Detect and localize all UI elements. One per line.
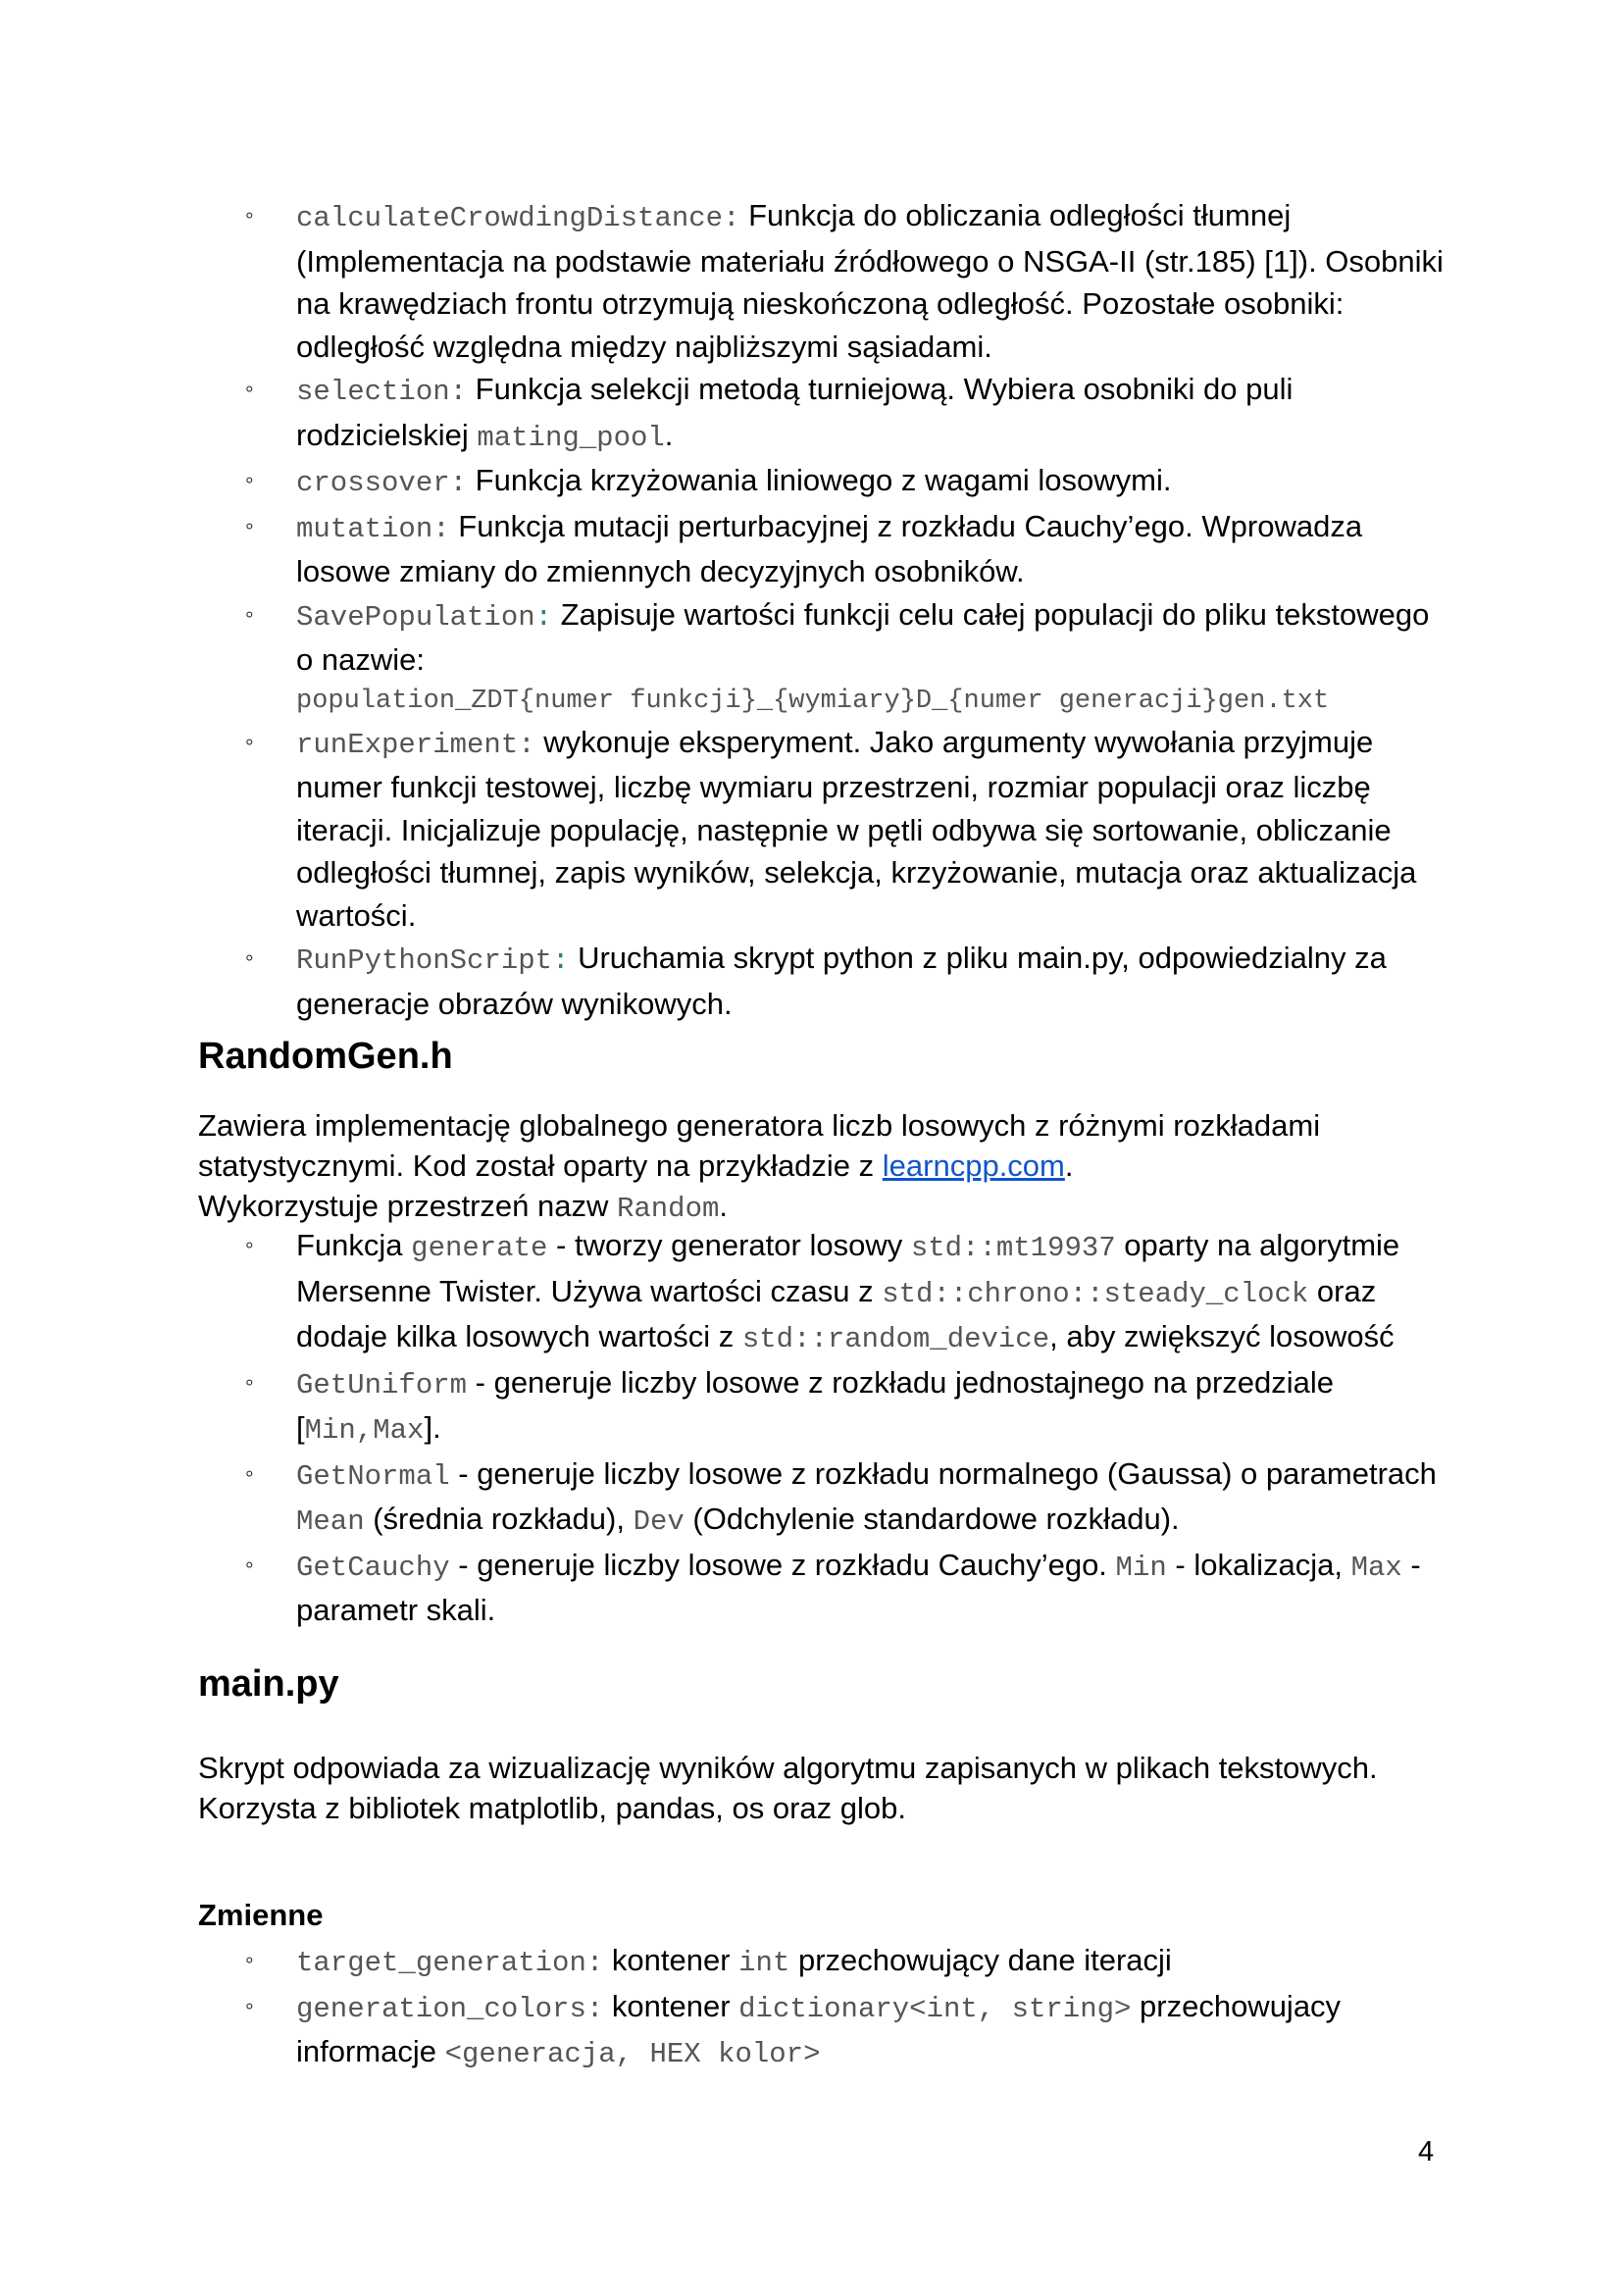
code-crossover: crossover [296,467,450,499]
list-item: ◦ generation_colors: kontener dictionary<int, string> przechowujacy informacje <generacja, HEX kolor> [296,1985,1444,2076]
list-item: ◦ SavePopulation: Zapisuje wartości funkcji celu całej populacji do pliku tekstowego o nazwie: population_ZDT{numer funkcji}_{wymiary}D_{numer generacji}gen.txt [296,593,1444,721]
code-dictionary-type: dictionary<int, string> [738,1992,1132,2025]
list-item: ◦ calculateCrowdingDistance: Funkcja do obliczania odległości tłumnej (Implementacja na podstawie materiału źródłowego o NSGA-II (str.185) [1]). Osobniki na krawędziach frontu otrzymują nieskończoną odległość. Pozostałe osobniki: odległość względna między najbliższymi sąsiadami. [296,194,1444,368]
mainpy-description: Skrypt odpowiada za wizualizację wyników algorytmu zapisanych w plikach tekstowych. Korzysta z bibliotek matplotlib, pandas, os oraz glob. [198,1751,1378,1825]
code-max: Max [1350,1551,1402,1584]
learncpp-link[interactable]: learncpp.com [882,1148,1065,1183]
code-selection: selection [296,376,450,408]
list-item: ◦ target_generation: kontener int przechowujący dane iteracji [296,1939,1444,1985]
code-target-generation: target_generation: [296,1947,604,1979]
heading-main-py: main.py [198,1663,339,1705]
page-number: 4 [1418,2136,1435,2167]
population-filename: population_ZDT{numer funkcji}_{wymiary}D_{numer generacji}gen.txt [296,686,1330,716]
code-mean: Mean [296,1505,365,1538]
code-mating-pool: mating_pool [477,421,665,454]
list-item: ◦ runExperiment: wykonuje eksperyment. Jako argumenty wywołania przyjmuje numer funkcji testowej, liczbę wymiaru przestrzeni, rozmiar populacji oraz liczbę iteracji. Inicjalizuje populację, następnie w pętli odbywa się sortowanie, obliczanie odległości tłumnej, zapis wyników, selekcja, krzyżowanie, mutacja oraz aktualizacja wartości. [296,721,1444,938]
code-mutation: mutation [296,512,433,545]
code-save-population: SavePopulation [296,600,535,634]
code-generate: generate [411,1232,548,1264]
code-random-namespace: Random [616,1193,720,1225]
code-generacja-hex: <generacja, HEX kolor> [444,2038,821,2070]
heading-zmienne: Zmienne [198,1898,324,1932]
list-item: ◦ GetNormal - generuje liczby losowe z rozkładu normalnego (Gaussa) o parametrach Mean (średnia rozkładu), Dev (Odchylenie standardowe rozkładu). [296,1453,1444,1544]
variables-list [296,1939,1444,2076]
list-item: ◦ GetCauchy - generuje liczby losowe z rozkładu Cauchy’ego. Min - lokalizacja, Max - parametr skali. [296,1544,1444,1632]
code-get-normal: GetNormal [296,1459,450,1493]
code-int: int [738,1947,790,1979]
randomgen-list [296,1224,1444,1632]
code-run-experiment: runExperiment [296,728,519,761]
list-item: ◦ RunPythonScript: Uruchamia skrypt python z pliku main.py, odpowiedzialny za generacje obrazów wynikowych. [296,937,1444,1025]
code-calculate-crowding-distance: calculateCrowdingDistance [296,202,724,234]
randomgen-intro: Zawiera implementację globalnego generatora liczb losowych z różnymi rozkładami statystycznymi. Kod został oparty na przykładzie z learncpp.com. Wykorzystuje przestrzeń nazw Random. [198,1108,1321,1225]
code-get-cauchy: GetCauchy [296,1551,450,1584]
code-get-uniform: GetUniform [296,1368,468,1402]
list-item: ◦ Funkcja generate - tworzy generator losowy std::mt19937 oparty na algorytmie Mersenne Twister. Używa wartości czasu z std::chrono::steady_clock oraz dodaje kilka losowych wartości z std::random_device, aby zwiększyć losowość [296,1224,1444,1361]
code-random-device: std::random_device [741,1323,1050,1355]
list-item: ◦ crossover: Funkcja krzyżowania liniowego z wagami losowymi. [296,459,1444,505]
code-mt19937: std::mt19937 [910,1232,1116,1264]
code-run-python-script: RunPythonScript [296,944,553,977]
code-min: Min [1115,1551,1167,1584]
code-min-max: Min,Max [304,1414,425,1447]
heading-randomgen: RandomGen.h [198,1036,453,1077]
list-item: ◦ mutation: Funkcja mutacji perturbacyjnej z rozkładu Cauchy’ego. Wprowadza losowe zmiany do zmiennych decyzyjnych osobników. [296,505,1444,593]
list-item: ◦ GetUniform - generuje liczby losowe z rozkładu jednostajnego na przedziale [Min,Max]. [296,1361,1444,1453]
list-item: ◦ selection: Funkcja selekcji metodą turniejową. Wybiera osobniki do puli rodzicielskiej mating_pool. [296,368,1444,459]
code-steady-clock: std::chrono::steady_clock [882,1277,1309,1310]
code-generation-colors: generation_colors: [296,1992,604,2025]
function-list [296,194,1444,1025]
code-dev: Dev [633,1505,685,1538]
